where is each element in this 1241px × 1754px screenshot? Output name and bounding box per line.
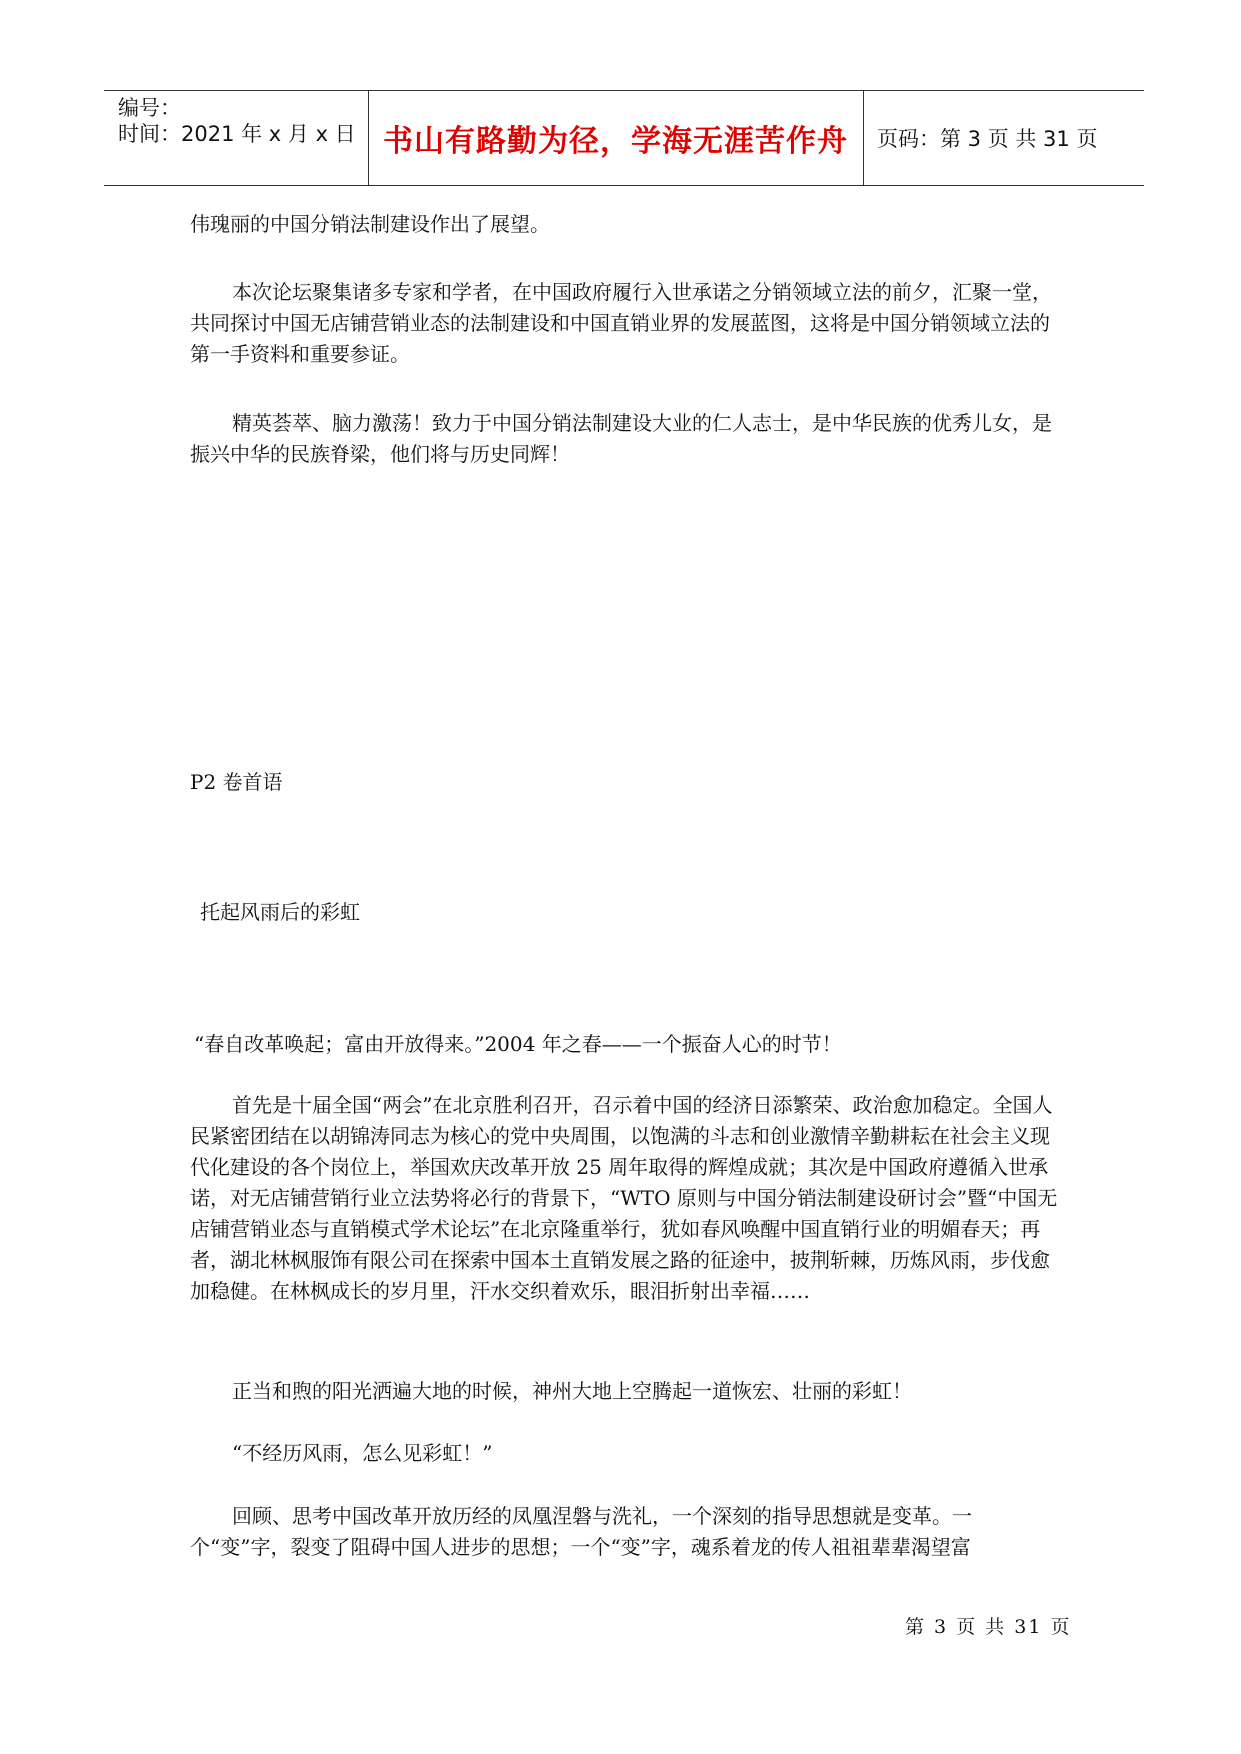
header-page-info: 页码：第 3 页 共 31 页 bbox=[877, 127, 1098, 151]
serial-number-label: 编号： bbox=[118, 96, 181, 120]
header-meta-cell bbox=[104, 91, 369, 185]
body-text-block-5 bbox=[190, 1090, 1058, 1307]
body-text bbox=[190, 209, 1058, 240]
section-heading-block bbox=[190, 767, 1058, 798]
section-heading: P2 卷首语 bbox=[190, 770, 283, 794]
body-text-block-3 bbox=[190, 408, 1058, 470]
paragraph-1: 伟瑰丽的中国分销法制建设作出了展望。 bbox=[190, 212, 550, 236]
paragraph-8: 回顾、思考中国改革开放历经的凤凰涅磐与洗礼，一个深刻的指导思想就是变革。一个“变”字，裂变了阻碍中国人进步的思想；一个“变”字，魂系着龙的传人祖祖辈辈渴望富 bbox=[190, 1504, 972, 1559]
article-subtitle: 托起风雨后的彩虹 bbox=[200, 900, 360, 924]
header-page-cell bbox=[863, 91, 1144, 185]
header-motto: 书山有路勤为径，学海无涯苦作舟 bbox=[383, 124, 848, 159]
paragraph-4: “春自改革唤起；富由开放得来。”2004 年之春——一个振奋人心的时节！ bbox=[194, 1032, 842, 1056]
page-footer-number: 第 3 页 共 31 页 bbox=[905, 1616, 1072, 1638]
body-text-block-4 bbox=[194, 1029, 1062, 1060]
subtitle-block bbox=[200, 897, 1068, 928]
body-text-block-2 bbox=[190, 277, 1058, 370]
body-text-block-7 bbox=[190, 1438, 1058, 1469]
paragraph-7: “不经历风雨，怎么见彩虹！” bbox=[232, 1441, 493, 1465]
date-label: 时间：2021 年 x 月 x 日 bbox=[118, 122, 356, 146]
header-motto-cell bbox=[368, 91, 864, 185]
paragraph-5: 首先是十届全国“两会”在北京胜利召开，召示着中国的经济日添繁荣、政治愈加稳定。全国人民紧密团结在以胡锦涛同志为核心的党中央周围，以饱满的斗志和创业激情辛勤耕耘在社会主义现代化建设的各个岗位上，举国欢庆改革开放 25 周年取得的辉煌成就；其次是中国政府遵循入世承诺，对无店铺营销行业立法势将必行的背景下，“WTO 原则与中国分销法制建设研讨会”暨“中国无店铺营销业态与直销模式学术论坛”在北京隆重举行，犹如春风唤醒中国直销行业的明媚春天；再者，湖北林枫服饰有限公司在探索中国本土直销发展之路的征途中，披荆斩棘，历炼风雨，步伐愈加稳健。在林枫成长的岁月里，汗水交织着欢乐，眼泪折射出幸福…… bbox=[190, 1093, 1058, 1303]
paragraph-3: 精英荟萃、脑力激荡！致力于中国分销法制建设大业的仁人志士，是中华民族的优秀儿女，是振兴中华的民族脊梁，他们将与历史同辉！ bbox=[190, 411, 1052, 466]
body-text-block-6 bbox=[190, 1376, 1058, 1407]
body-text-block-8 bbox=[190, 1501, 1058, 1563]
page-header bbox=[104, 90, 1144, 186]
paragraph-6: 正当和煦的阳光洒遍大地的时候，神州大地上空腾起一道恢宏、壮丽的彩虹！ bbox=[232, 1379, 912, 1403]
paragraph-2: 本次论坛聚集诸多专家和学者，在中国政府履行入世承诺之分销领域立法的前夕，汇聚一堂，共同探讨中国无店铺营销业态的法制建设和中国直销业界的发展蓝图，这将是中国分销领域立法的第一手资料和重要参证。 bbox=[190, 280, 1052, 366]
